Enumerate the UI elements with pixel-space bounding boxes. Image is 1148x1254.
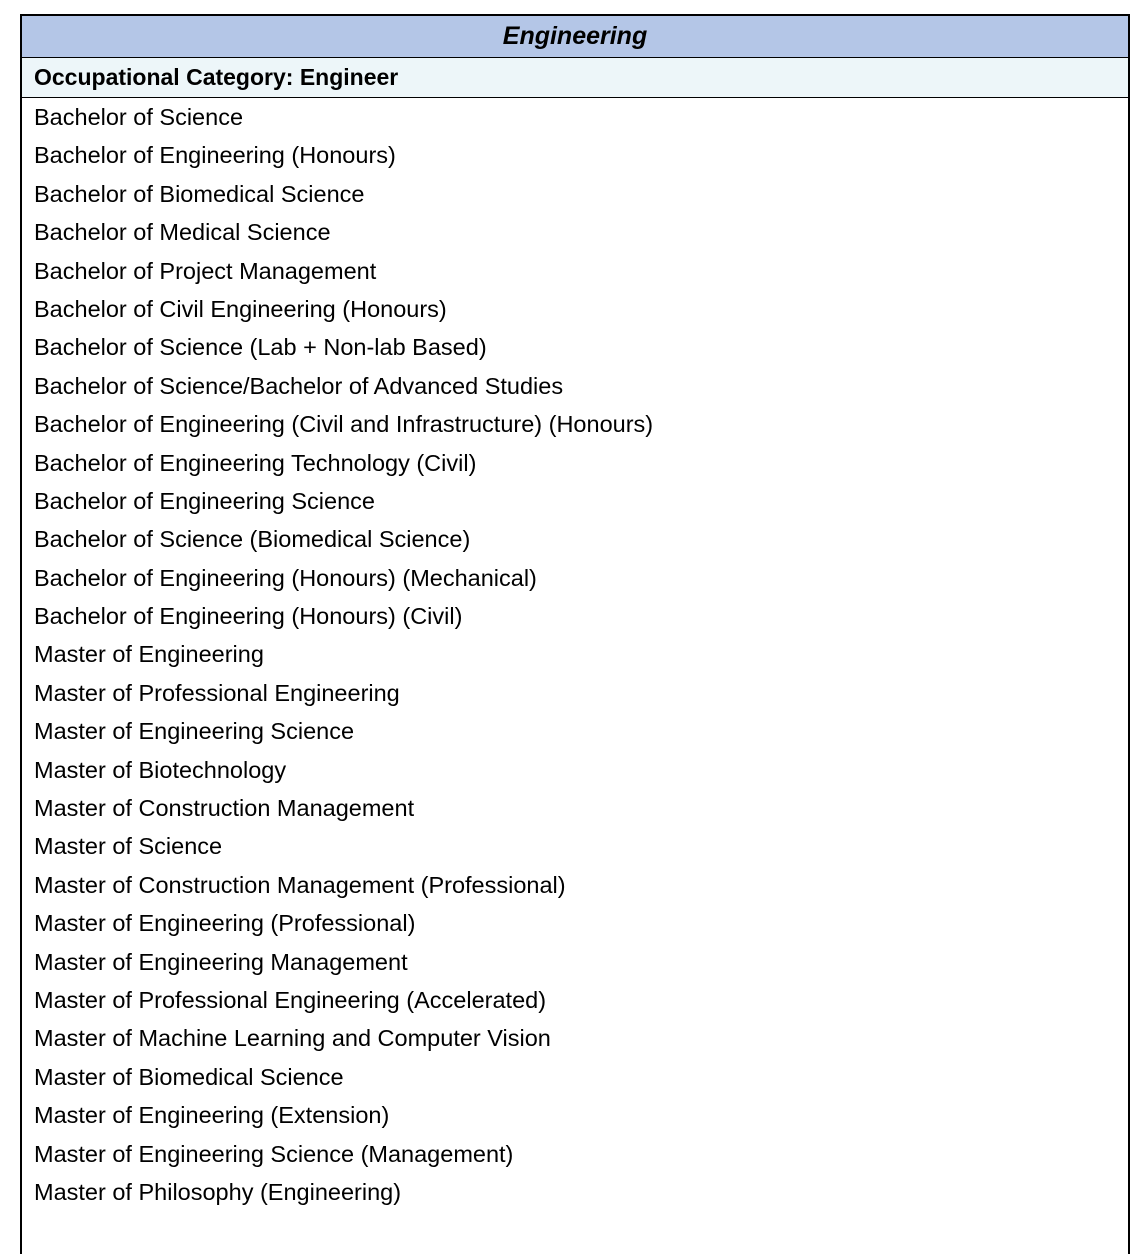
- qualification-item: Bachelor of Project Management: [34, 257, 377, 284]
- qualification-item: Bachelor of Science (Biomedical Science): [34, 526, 471, 553]
- qualification-item: Bachelor of Biomedical Science: [34, 180, 365, 207]
- qualification-item: Bachelor of Science/Bachelor of Advanced Studies: [34, 372, 564, 399]
- qualification-item: Bachelor of Engineering Technology (Civil): [34, 449, 477, 476]
- qualification-item: Bachelor of Engineering (Civil and Infrastructure) (Honours): [34, 411, 654, 438]
- qualification-item: Master of Philosophy (Engineering): [34, 1178, 402, 1205]
- qualifications-table: [20, 14, 1130, 1254]
- qualification-item: Bachelor of Science (Lab + Non-lab Based): [34, 334, 487, 361]
- qualification-item: Master of Construction Management (Professional): [34, 871, 566, 898]
- qualification-item: Master of Professional Engineering: [34, 679, 400, 706]
- qualification-item: Master of Construction Management: [34, 795, 415, 822]
- qualification-item: Master of Biotechnology: [34, 756, 287, 783]
- qualification-item: Bachelor of Engineering (Honours): [34, 142, 396, 169]
- category-header-row: [22, 58, 1128, 98]
- qualification-item: Master of Professional Engineering (Accelerated): [34, 986, 547, 1013]
- table-title-row: [22, 16, 1128, 58]
- qualification-item: Bachelor of Engineering (Honours) (Mechanical): [34, 564, 537, 591]
- category-label: Occupational Category: Engineer: [34, 64, 399, 90]
- qualification-item: Master of Engineering (Professional): [34, 910, 416, 937]
- qualification-list: [22, 98, 1128, 1211]
- qualification-item: Bachelor of Medical Science: [34, 219, 331, 246]
- qualification-item: Bachelor of Engineering (Honours) (Civil): [34, 603, 463, 630]
- qualification-item: Master of Biomedical Science: [34, 1063, 344, 1090]
- qualification-item: Master of Machine Learning and Computer Vision: [34, 1025, 551, 1052]
- qualification-item: Bachelor of Civil Engineering (Honours): [34, 295, 447, 322]
- qualification-item: Master of Science: [34, 833, 223, 860]
- qualification-item: Master of Engineering Management: [34, 948, 408, 975]
- qualification-item: Bachelor of Engineering Science: [34, 487, 375, 514]
- qualification-item: Master of Engineering (Extension): [34, 1102, 390, 1129]
- qualification-item: Bachelor of Science: [34, 104, 244, 130]
- qualification-item: Master of Engineering: [34, 641, 264, 668]
- qualification-item: Master of Engineering Science: [34, 718, 355, 745]
- table-title: Engineering: [502, 22, 648, 50]
- qualification-item: Master of Engineering Science (Management): [34, 1140, 514, 1167]
